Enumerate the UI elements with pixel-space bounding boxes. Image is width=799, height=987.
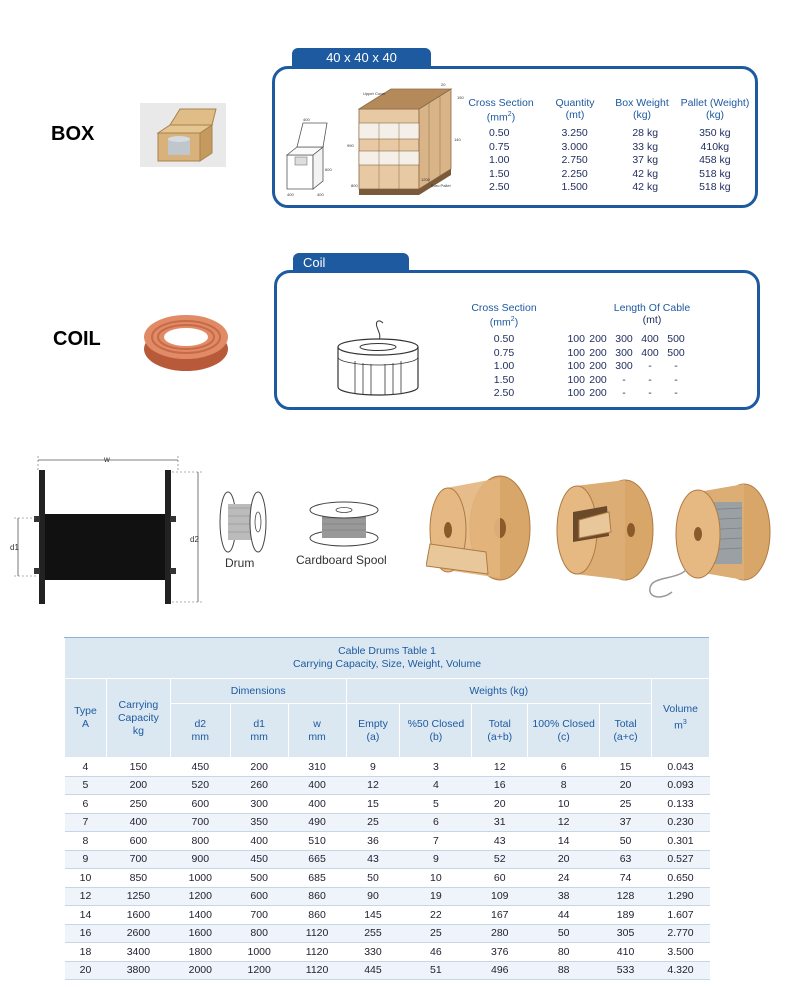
table-cell: 6 xyxy=(65,795,107,814)
col-100-closed: 100% Closed (c) xyxy=(528,704,600,758)
table-cell: 5 xyxy=(65,776,107,795)
col-volume: Volume $m^3$ xyxy=(652,679,710,758)
table-cell: 0.301 xyxy=(652,832,710,851)
wooden-drum-photo-2 xyxy=(553,476,659,586)
table-cell: 2000 xyxy=(170,961,230,980)
box-photo xyxy=(140,103,226,167)
table-row xyxy=(65,850,710,869)
box-row: 2.50 1.500 42 kg 518 kg xyxy=(489,181,731,193)
table-cell: 25 xyxy=(600,795,652,814)
table-cell: 10 xyxy=(65,869,107,888)
table-cell: 376 xyxy=(472,943,528,962)
table-cell: 520 xyxy=(170,776,230,795)
table-cell: 1120 xyxy=(288,943,346,962)
table-cell: 1120 xyxy=(288,924,346,943)
table-cell: 0.043 xyxy=(652,758,710,777)
svg-text:1200: 1200 xyxy=(421,177,430,182)
table-body xyxy=(65,758,710,980)
box-row: 1.00 2.750 37 kg 458 kg xyxy=(489,154,731,166)
table-cell: 200 xyxy=(106,776,170,795)
svg-text:400: 400 xyxy=(303,117,310,122)
table-cell: 0.527 xyxy=(652,850,710,869)
table-cell: 167 xyxy=(472,906,528,925)
table-cell: 16 xyxy=(472,776,528,795)
table-cell: 14 xyxy=(65,906,107,925)
table-cell: 189 xyxy=(600,906,652,925)
table-cell: 255 xyxy=(346,924,400,943)
box-row: 1.50 2.250 42 kg 518 kg xyxy=(489,167,731,180)
wooden-drum-photo-1 xyxy=(426,474,532,586)
table-cell: 4 xyxy=(65,758,107,777)
table-row xyxy=(65,869,710,888)
table-cell: 450 xyxy=(230,850,288,869)
table-cell: 800 xyxy=(170,832,230,851)
coil-row: 2.50 100 200 - - - xyxy=(493,387,678,399)
table-cell: 410 xyxy=(600,943,652,962)
coil-photo xyxy=(140,305,232,375)
table-cell: 500 xyxy=(230,869,288,888)
table-cell: 700 xyxy=(106,850,170,869)
wooden-drum-photo-3 xyxy=(646,480,776,606)
box-header-pallet: Pallet (Weight) (kg) xyxy=(680,97,750,121)
table-cell: 10 xyxy=(400,869,472,888)
box-header-cross-section: Cross Section $(mm^2)$ xyxy=(468,97,534,124)
svg-text:Upper Cover: Upper Cover xyxy=(363,91,386,96)
table-cell: 24 xyxy=(528,869,600,888)
coil-spool-diagram xyxy=(333,319,423,399)
col-carrying-capacity: Carrying Capacity kg xyxy=(106,679,170,758)
table-cell: 15 xyxy=(600,758,652,777)
table-cell: 400 xyxy=(288,795,346,814)
table-cell: 685 xyxy=(288,869,346,888)
table-cell: 22 xyxy=(400,906,472,925)
box-pallet-diagram xyxy=(279,75,469,199)
table-cell: 700 xyxy=(170,813,230,832)
table-cell: 109 xyxy=(472,887,528,906)
col-weights: Weights (kg) xyxy=(346,679,651,704)
table-cell: 20 xyxy=(472,795,528,814)
table-cell: 50 xyxy=(528,924,600,943)
table-cell: 4 xyxy=(400,776,472,795)
table-cell: 25 xyxy=(346,813,400,832)
table-cell: 490 xyxy=(288,813,346,832)
table-cell: 850 xyxy=(106,869,170,888)
table-cell: 450 xyxy=(170,758,230,777)
table-cell: 7 xyxy=(400,832,472,851)
coil-row: 1.50 100 200 - - - xyxy=(493,373,678,386)
table-cell: 1400 xyxy=(170,906,230,925)
table-cell: 7 xyxy=(65,813,107,832)
svg-text:140: 140 xyxy=(454,137,461,142)
table-cell: 860 xyxy=(288,887,346,906)
coil-tab: Coil xyxy=(293,253,409,272)
table-cell: 14 xyxy=(528,832,600,851)
table-cell: 20 xyxy=(528,850,600,869)
table-cell: 63 xyxy=(600,850,652,869)
table-cell: 3800 xyxy=(106,961,170,980)
table-cell: 20 xyxy=(600,776,652,795)
table-cell: 145 xyxy=(346,906,400,925)
box-header-box-weight: Box Weight (kg) xyxy=(615,97,669,121)
table-cell: 9 xyxy=(346,758,400,777)
table-cell: 200 xyxy=(230,758,288,777)
svg-text:600: 600 xyxy=(325,167,332,172)
box-row: 0.50 3.250 28 kg 350 kg xyxy=(489,127,731,139)
svg-text:Euro Pallet: Euro Pallet xyxy=(431,183,451,188)
table-cell: 2.770 xyxy=(652,924,710,943)
table-cell: 4.320 xyxy=(652,961,710,980)
box-header-quantity: Quantity (mt) xyxy=(555,97,595,121)
table-cell: 46 xyxy=(400,943,472,962)
svg-text:800: 800 xyxy=(351,183,358,188)
table-cell: 1600 xyxy=(106,906,170,925)
table-cell: 50 xyxy=(600,832,652,851)
col-dimensions: Dimensions xyxy=(170,679,346,704)
table-cell: 90 xyxy=(346,887,400,906)
table-cell: 25 xyxy=(400,924,472,943)
table-cell: 665 xyxy=(288,850,346,869)
box-panel xyxy=(272,66,758,208)
table-cell: 1200 xyxy=(170,887,230,906)
col-d2: d2 mm xyxy=(170,704,230,758)
table-cell: 12 xyxy=(528,813,600,832)
d1-label: d1 xyxy=(10,543,19,552)
box-row: 0.75 3.000 33 kg 410kg xyxy=(489,140,730,153)
table-cell: 600 xyxy=(170,795,230,814)
table-cell: 80 xyxy=(528,943,600,962)
table-cell: 36 xyxy=(346,832,400,851)
table-cell: 44 xyxy=(528,906,600,925)
table-row xyxy=(65,961,710,980)
col-d1: d1 mm xyxy=(230,704,288,758)
col-total-ac: Total (a+c) xyxy=(600,704,652,758)
table-cell: 37 xyxy=(600,813,652,832)
table-title: Cable Drums Table 1 Carrying Capacity, Size, Weight, Volume xyxy=(65,638,710,679)
table-cell: 800 xyxy=(230,924,288,943)
cardboard-spool-icon xyxy=(308,500,380,550)
table-cell: 496 xyxy=(472,961,528,980)
col-type: Type A xyxy=(65,679,107,758)
svg-text:400: 400 xyxy=(317,192,324,197)
table-row xyxy=(65,924,710,943)
table-cell: 1000 xyxy=(230,943,288,962)
table-cell: 3.500 xyxy=(652,943,710,962)
table-row xyxy=(65,795,710,814)
col-w: w mm xyxy=(288,704,346,758)
table-cell: 400 xyxy=(230,832,288,851)
table-cell: 16 xyxy=(65,924,107,943)
table-cell: 3400 xyxy=(106,943,170,962)
table-cell: 400 xyxy=(288,776,346,795)
table-cell: 1600 xyxy=(170,924,230,943)
table-cell: 52 xyxy=(472,850,528,869)
table-cell: 31 xyxy=(472,813,528,832)
table-cell: 1800 xyxy=(170,943,230,962)
table-cell: 2600 xyxy=(106,924,170,943)
box-label: BOX xyxy=(51,123,95,145)
table-cell: 12 xyxy=(472,758,528,777)
table-cell: 0.093 xyxy=(652,776,710,795)
table-cell: 6 xyxy=(528,758,600,777)
table-cell: 350 xyxy=(230,813,288,832)
table-cell: 280 xyxy=(472,924,528,943)
table-cell: 88 xyxy=(528,961,600,980)
table-row xyxy=(65,887,710,906)
table-cell: 900 xyxy=(170,850,230,869)
table-cell: 43 xyxy=(346,850,400,869)
table-cell: 0.650 xyxy=(652,869,710,888)
table-cell: 600 xyxy=(230,887,288,906)
table-cell: 38 xyxy=(528,887,600,906)
table-cell: 310 xyxy=(288,758,346,777)
table-cell: 1.290 xyxy=(652,887,710,906)
table-cell: 1120 xyxy=(288,961,346,980)
box-tab: 40 x 40 x 40 xyxy=(292,48,431,67)
drum-dimension-diagram xyxy=(10,448,210,608)
table-cell: 600 xyxy=(106,832,170,851)
table-cell: 74 xyxy=(600,869,652,888)
table-cell: 250 xyxy=(106,795,170,814)
svg-text:400: 400 xyxy=(287,192,294,197)
drum-icon xyxy=(218,490,270,556)
table-row xyxy=(65,943,710,962)
col-50-closed: %50 Closed (b) xyxy=(400,704,472,758)
table-cell: 1200 xyxy=(230,961,288,980)
coil-header-length: Length Of Cable (mt) xyxy=(613,302,691,326)
drum-caption: Drum xyxy=(225,556,255,570)
table-cell: 1250 xyxy=(106,887,170,906)
table-row xyxy=(65,813,710,832)
table-cell: 260 xyxy=(230,776,288,795)
table-cell: 1.607 xyxy=(652,906,710,925)
w-label: w xyxy=(104,455,110,464)
table-cell: 305 xyxy=(600,924,652,943)
table-cell: 300 xyxy=(230,795,288,814)
col-empty: Empty (a) xyxy=(346,704,400,758)
table-cell: 51 xyxy=(400,961,472,980)
coil-row: 1.00 100 200 300 - - xyxy=(493,360,678,372)
table-cell: 533 xyxy=(600,961,652,980)
table-cell: 8 xyxy=(528,776,600,795)
box-rows xyxy=(463,127,753,195)
svg-text:150: 150 xyxy=(457,95,464,100)
table-cell: 20 xyxy=(65,961,107,980)
coil-label: COIL xyxy=(53,328,101,350)
table-cell: 6 xyxy=(400,813,472,832)
table-cell: 5 xyxy=(400,795,472,814)
d2-label: d2 xyxy=(190,535,199,544)
table-cell: 9 xyxy=(400,850,472,869)
table-cell: 1000 xyxy=(170,869,230,888)
svg-text:20: 20 xyxy=(441,82,446,87)
table-cell: 9 xyxy=(65,850,107,869)
table-cell: 43 xyxy=(472,832,528,851)
svg-text:990: 990 xyxy=(347,143,354,148)
table-row xyxy=(65,832,710,851)
table-cell: 12 xyxy=(65,887,107,906)
coil-panel xyxy=(274,270,760,410)
coil-rows xyxy=(459,333,719,401)
table-cell: 445 xyxy=(346,961,400,980)
table-row xyxy=(65,758,710,777)
table-cell: 510 xyxy=(288,832,346,851)
table-cell: 330 xyxy=(346,943,400,962)
table-cell: 3 xyxy=(400,758,472,777)
table-cell: 0.133 xyxy=(652,795,710,814)
table-cell: 150 xyxy=(106,758,170,777)
cable-drums-table xyxy=(64,637,710,980)
table-cell: 12 xyxy=(346,776,400,795)
table-row xyxy=(65,906,710,925)
table-cell: 50 xyxy=(346,869,400,888)
table-cell: 860 xyxy=(288,906,346,925)
table-row xyxy=(65,776,710,795)
table-cell: 15 xyxy=(346,795,400,814)
table-cell: 60 xyxy=(472,869,528,888)
col-total-ab: Total (a+b) xyxy=(472,704,528,758)
cardboard-spool-caption: Cardboard Spool xyxy=(296,553,387,567)
coil-header-cross-section: Cross Section $(mm^2)$ xyxy=(471,302,537,329)
table-cell: 19 xyxy=(400,887,472,906)
table-cell: 0.230 xyxy=(652,813,710,832)
table-cell: 128 xyxy=(600,887,652,906)
coil-row: 0.75 100 200 300 400 500 xyxy=(493,346,685,359)
table-cell: 400 xyxy=(106,813,170,832)
coil-row: 0.50 100 200 300 400 500 xyxy=(493,333,685,345)
table-cell: 8 xyxy=(65,832,107,851)
table-cell: 18 xyxy=(65,943,107,962)
table-cell: 700 xyxy=(230,906,288,925)
table-cell: 10 xyxy=(528,795,600,814)
